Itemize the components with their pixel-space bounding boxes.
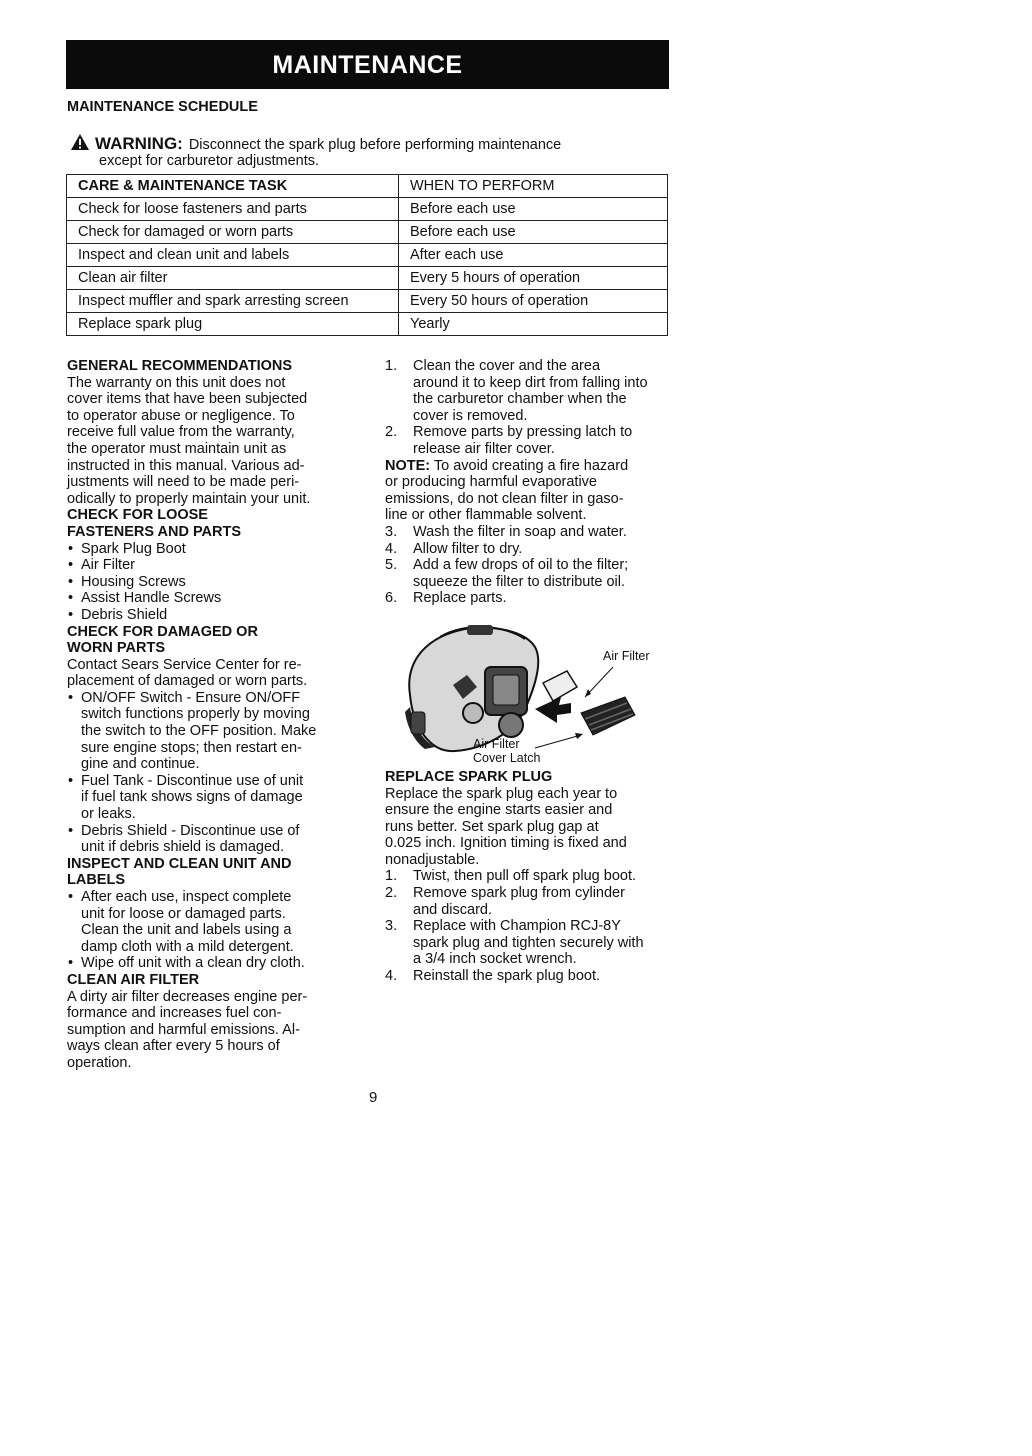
sparkplug-heading: REPLACE SPARK PLUG xyxy=(385,768,553,785)
list-item: • Debris Shield xyxy=(67,607,367,624)
text-line: the carburetor chamber when the xyxy=(413,391,627,408)
note-line2: or producing harmful evaporative xyxy=(385,474,597,491)
text-line: • Debris Shield - Discontinue use of xyxy=(81,822,300,839)
note-line1: To avoid creating a fire hazard xyxy=(433,457,629,474)
trimmer-engine-drawing xyxy=(385,617,675,765)
page-number: 9 xyxy=(369,1089,378,1106)
text-line: The warranty on this unit does not xyxy=(67,374,286,391)
step-item xyxy=(385,524,675,541)
text-line: runs better. Set spark plug gap at xyxy=(385,818,599,835)
label-air-filter: Air Filter xyxy=(603,648,650,663)
text-line: Remove parts by pressing latch to xyxy=(413,424,633,441)
warning-text-line1: Disconnect the spark plug before performing maintenance xyxy=(188,137,562,153)
label-cover-latch-line2: Cover Latch xyxy=(473,750,541,765)
text-line: Clean the unit and labels using a xyxy=(81,922,292,939)
inspect-heading-line1: INSPECT AND CLEAN UNIT AND xyxy=(67,855,292,872)
note-line3: emissions, do not clean filter in gaso- xyxy=(385,490,624,507)
step-item xyxy=(385,918,675,968)
when-cell: Every 5 hours of operation xyxy=(399,267,668,290)
text-line: Reinstall the spark plug boot. xyxy=(413,968,600,985)
table-row xyxy=(67,313,668,336)
text-line: Remove spark plug from cylinder xyxy=(413,885,625,902)
task-cell: Inspect muffler and spark arresting screen xyxy=(67,290,399,313)
table-row xyxy=(67,221,668,244)
step-number: 1. xyxy=(385,358,398,374)
list-item: • Spark Plug Boot xyxy=(67,541,367,558)
warning-icon xyxy=(70,133,90,151)
text-line: justments will need to be made peri- xyxy=(67,474,300,491)
text-line: a 3/4 inch socket wrench. xyxy=(413,951,577,968)
text-line: or leaks. xyxy=(81,806,136,823)
task-cell: Clean air filter xyxy=(67,267,399,290)
text-line: Replace parts. xyxy=(413,590,507,607)
step-number: 6. xyxy=(385,590,398,607)
text-line: Replace the spark plug each year to xyxy=(385,785,618,802)
task-cell: Check for loose fasteners and parts xyxy=(67,198,399,221)
text-line: squeeze the filter to distribute oil. xyxy=(413,573,625,590)
right-column xyxy=(385,358,675,985)
general-heading: GENERAL RECOMMENDATIONS xyxy=(67,358,293,374)
text-line: gine and continue. xyxy=(81,756,200,773)
text-line: odically to properly maintain your unit. xyxy=(67,490,311,507)
text-line: sure engine stops; then restart en- xyxy=(81,739,302,756)
text-line: sumption and harmful emissions. Al- xyxy=(67,1021,300,1038)
text-line: release air filter cover. xyxy=(413,440,555,457)
damaged-intro-line2: placement of damaged or worn parts. xyxy=(67,673,308,690)
warning-block xyxy=(70,133,670,169)
step-item xyxy=(385,968,675,985)
text-line: the operator must maintain unit as xyxy=(67,440,287,457)
text-line: switch functions properly by moving xyxy=(81,706,310,723)
section-banner: MAINTENANCE xyxy=(66,40,669,89)
when-cell: Every 50 hours of operation xyxy=(399,290,668,313)
table-row xyxy=(67,290,668,313)
maintenance-schedule-table xyxy=(66,174,668,336)
sparkplug-steps xyxy=(385,868,675,984)
text-line: Twist, then pull off spark plug boot. xyxy=(413,868,637,885)
step-number: 1. xyxy=(385,868,398,885)
list-item xyxy=(67,823,367,856)
step-item xyxy=(385,358,675,424)
when-cell: Before each use xyxy=(399,198,668,221)
text-line: • ON/OFF Switch - Ensure ON/OFF xyxy=(81,689,301,706)
when-cell: Yearly xyxy=(399,313,668,336)
step-number: 2. xyxy=(385,885,398,902)
when-cell: After each use xyxy=(399,244,668,267)
text-line: spark plug and tighten securely with xyxy=(413,934,644,951)
step-item xyxy=(385,868,675,885)
text-line: Add a few drops of oil to the filter; xyxy=(413,557,629,574)
step-number: 2. xyxy=(385,424,398,441)
step-item xyxy=(385,885,675,918)
note-label: NOTE: xyxy=(385,457,431,474)
text-line: receive full value from the warranty, xyxy=(67,424,295,441)
text-line: • After each use, inspect complete xyxy=(81,889,292,905)
damaged-parts-list xyxy=(67,690,367,856)
step-number: 4. xyxy=(385,968,398,985)
loose-heading-line2: FASTENERS AND PARTS xyxy=(67,523,242,540)
warning-label: WARNING: xyxy=(95,134,183,153)
list-item xyxy=(67,889,367,955)
step-number: 3. xyxy=(385,918,398,935)
table-row xyxy=(67,198,668,221)
text-line: around it to keep dirt from falling into xyxy=(413,374,648,391)
text-line: instructed in this manual. Various ad- xyxy=(67,457,305,474)
list-item: • Housing Screws xyxy=(67,574,367,591)
damaged-intro-line1: Contact Sears Service Center for re- xyxy=(67,656,302,673)
airfilter-steps-3-6 xyxy=(385,524,675,607)
text-line: to operator abuse or negligence. To xyxy=(67,407,295,424)
step-item xyxy=(385,424,675,457)
step-item xyxy=(385,541,675,558)
table-header-row xyxy=(67,175,668,198)
schedule-title: MAINTENANCE SCHEDULE xyxy=(67,99,258,115)
airfilter-paragraph xyxy=(67,989,367,1072)
note-line4: line or other flammable solvent. xyxy=(385,507,587,524)
header-task: CARE & MAINTENANCE TASK xyxy=(67,175,399,198)
airfilter-heading: CLEAN AIR FILTER xyxy=(67,971,200,988)
text-line: Clean the cover and the area xyxy=(413,358,601,374)
text-line: ways clean after every 5 hours of xyxy=(67,1038,280,1055)
inspect-list xyxy=(67,889,367,972)
left-column xyxy=(67,358,367,1072)
text-line: • Wipe off unit with a clean dry cloth. xyxy=(81,955,305,972)
general-paragraph xyxy=(67,375,367,508)
list-item xyxy=(67,955,367,972)
list-item xyxy=(67,690,367,773)
text-line: • Fuel Tank - Discontinue use of unit xyxy=(81,772,304,789)
list-item xyxy=(67,773,367,823)
label-cover-latch-line1: Air Filter xyxy=(473,736,520,751)
table-row xyxy=(67,267,668,290)
list-item: • Assist Handle Screws xyxy=(67,590,367,607)
text-line: Replace with Champion RCJ-8Y xyxy=(413,918,621,935)
loose-parts-list xyxy=(67,541,367,624)
loose-heading-line1: CHECK FOR LOOSE xyxy=(67,507,208,524)
text-line: formance and increases fuel con- xyxy=(67,1005,282,1022)
damaged-heading-line1: CHECK FOR DAMAGED OR xyxy=(67,623,258,640)
damaged-heading-line2: WORN PARTS xyxy=(67,640,166,657)
text-line: operation. xyxy=(67,1054,132,1071)
text-line: Allow filter to dry. xyxy=(413,540,523,557)
warning-text-line2: except for carburetor adjustments. xyxy=(99,153,320,169)
step-number: 5. xyxy=(385,557,398,574)
note-block xyxy=(385,458,675,524)
text-line: damp cloth with a mild detergent. xyxy=(81,938,294,955)
when-cell: Before each use xyxy=(399,221,668,244)
text-line: A dirty air filter decreases engine per- xyxy=(67,988,308,1005)
text-line: nonadjustable. xyxy=(385,851,480,868)
text-line: unit if debris shield is damaged. xyxy=(81,839,285,856)
step-number: 3. xyxy=(385,523,398,540)
header-when: WHEN TO PERFORM xyxy=(399,175,668,198)
step-item xyxy=(385,557,675,590)
task-cell: Replace spark plug xyxy=(67,313,399,336)
task-cell: Check for damaged or worn parts xyxy=(67,221,399,244)
table-row xyxy=(67,244,668,267)
step-item xyxy=(385,590,675,607)
task-cell: Inspect and clean unit and labels xyxy=(67,244,399,267)
text-line: unit for loose or damaged parts. xyxy=(81,905,286,922)
text-line: Wash the filter in soap and water. xyxy=(413,523,627,540)
text-line: if fuel tank shows signs of damage xyxy=(81,789,303,806)
inspect-heading-line2: LABELS xyxy=(67,872,125,889)
text-line: ensure the engine starts easier and xyxy=(385,802,613,819)
list-item: • Air Filter xyxy=(67,557,367,574)
step-number: 4. xyxy=(385,540,398,557)
sparkplug-paragraph xyxy=(385,786,675,869)
text-line: cover is removed. xyxy=(413,407,528,424)
air-filter-illustration xyxy=(385,617,675,765)
text-line: cover items that have been subjected xyxy=(67,391,308,408)
airfilter-steps-1-2 xyxy=(385,358,675,458)
text-line: 0.025 inch. Ignition timing is fixed and xyxy=(385,835,627,852)
text-line: the switch to the OFF position. Make xyxy=(81,723,317,740)
text-line: and discard. xyxy=(413,901,492,918)
